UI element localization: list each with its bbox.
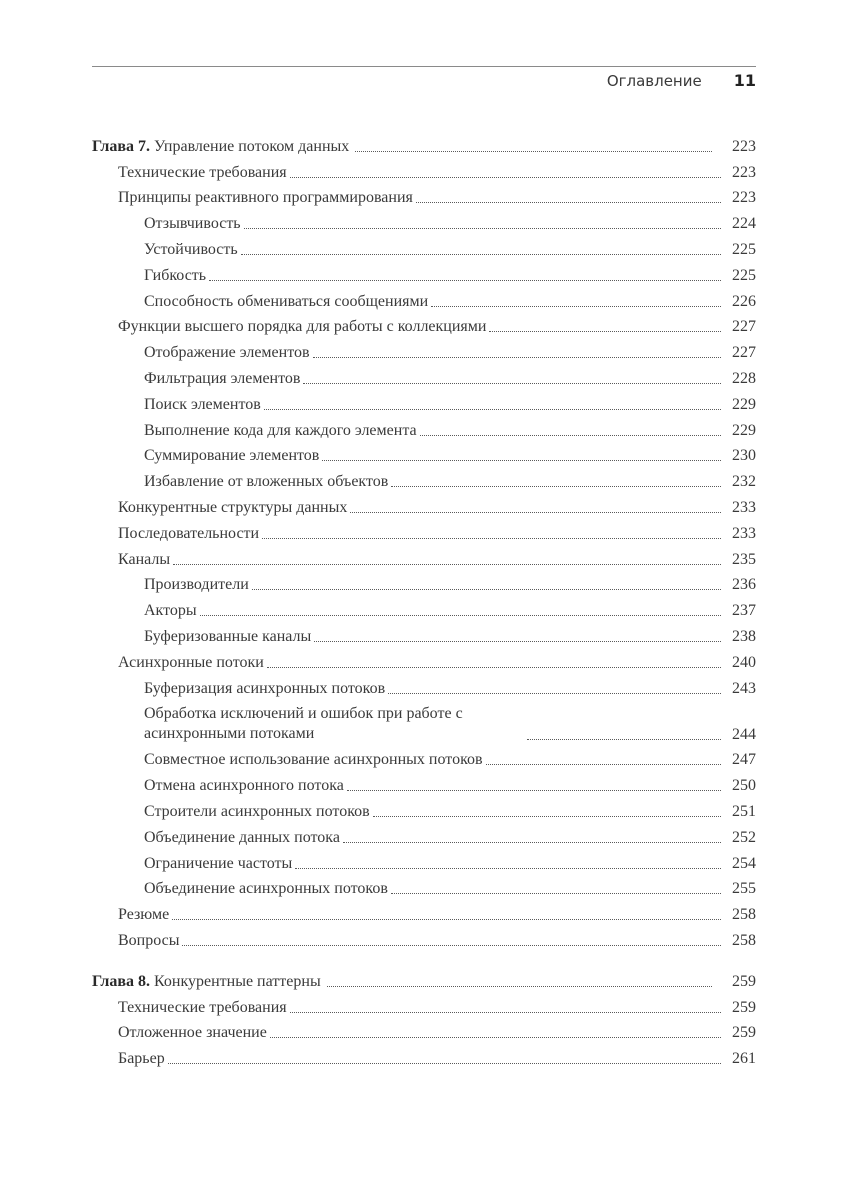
toc-page: 259: [732, 972, 756, 990]
toc-title: Конкурентные структуры данных: [118, 498, 348, 516]
toc-entry[interactable]: [92, 440, 756, 466]
page-number: 11: [733, 71, 756, 90]
toc-page: 229: [732, 421, 756, 439]
toc-page: 254: [732, 854, 756, 872]
toc-page: 225: [732, 266, 756, 284]
dot-leader: [290, 177, 721, 178]
toc-title: Принципы реактивного программирования: [118, 189, 413, 207]
toc-title: Акторы: [144, 602, 197, 620]
toc-title: Отмена асинхронного потока: [144, 777, 344, 795]
header-rule: [92, 66, 756, 67]
toc-page: 251: [732, 802, 756, 820]
toc-entry[interactable]: [92, 517, 756, 543]
dot-leader: [262, 538, 721, 539]
toc-page: 255: [732, 880, 756, 898]
toc-entry[interactable]: [92, 182, 756, 208]
toc-page: 224: [732, 215, 756, 233]
toc-entry[interactable]: [92, 491, 756, 517]
toc-title: Отображение элементов: [144, 344, 310, 362]
dot-leader: [290, 1012, 721, 1013]
toc-page: 228: [732, 369, 756, 387]
toc-entry[interactable]: [92, 336, 756, 362]
toc-entry[interactable]: [92, 821, 756, 847]
toc-page: 230: [732, 447, 756, 465]
toc-entry[interactable]: [92, 769, 756, 795]
toc-title: Вопросы: [118, 931, 180, 949]
toc-entry[interactable]: [92, 233, 756, 259]
dot-leader: [355, 151, 712, 152]
toc-page: 250: [732, 777, 756, 795]
toc-title: Отзывчивость: [144, 215, 241, 233]
toc-title: Управление потоком данных: [154, 137, 350, 155]
toc-page: 258: [732, 906, 756, 924]
toc-page: 259: [732, 1024, 756, 1042]
toc-title: Выполнение кода для каждого элемента: [144, 421, 417, 439]
chapter-number: Глава 7.: [92, 137, 150, 155]
dot-leader: [489, 331, 721, 332]
toc-title: Каналы: [118, 550, 171, 568]
toc-entry[interactable]: [92, 311, 756, 337]
dot-leader: [241, 254, 721, 255]
running-header: [607, 71, 756, 90]
toc-title: Буферизация асинхронных потоков: [144, 679, 386, 697]
toc-entry[interactable]: [92, 924, 756, 950]
toc-page: 225: [732, 240, 756, 258]
dot-leader: [303, 383, 721, 384]
toc-entry[interactable]: [92, 795, 756, 821]
dot-leader: [172, 919, 721, 920]
toc-page: 227: [732, 344, 756, 362]
dot-leader: [416, 202, 721, 203]
toc-entry[interactable]: [92, 259, 756, 285]
toc-page: 235: [732, 550, 756, 568]
toc-title: Устойчивость: [144, 240, 238, 258]
dot-leader: [486, 764, 721, 765]
toc-title: Избавление от вложенных объектов: [144, 473, 389, 491]
toc-entry[interactable]: [92, 543, 756, 569]
toc-page: 229: [732, 395, 756, 413]
toc-title: Функции высшего порядка для работы с коллекциями: [118, 318, 487, 336]
toc-title: Способность обмениваться сообщениями: [144, 292, 429, 310]
toc-page: 244: [732, 725, 756, 743]
toc-page: 238: [732, 627, 756, 645]
table-of-contents: [92, 130, 756, 1068]
dot-leader: [322, 460, 721, 461]
toc-page: 240: [732, 653, 756, 671]
toc-page: 232: [732, 473, 756, 491]
toc-title: Последовательности: [118, 524, 260, 542]
dot-leader: [270, 1037, 721, 1038]
dot-leader: [267, 667, 721, 668]
toc-page: 261: [732, 1050, 756, 1068]
dot-leader: [313, 357, 721, 358]
dot-leader: [173, 564, 721, 565]
toc-entry[interactable]: [92, 620, 756, 646]
toc-title: Гибкость: [144, 266, 207, 284]
toc-title: Барьер: [118, 1050, 165, 1068]
toc-entry[interactable]: [92, 285, 756, 311]
toc-page: 252: [732, 828, 756, 846]
toc-page: 243: [732, 679, 756, 697]
toc-chapter-7[interactable]: [92, 130, 756, 156]
toc-page: 258: [732, 931, 756, 949]
dot-leader: [200, 615, 721, 616]
dot-leader: [350, 512, 721, 513]
toc-title: Конкурентные паттерны: [154, 972, 321, 990]
toc-page: 223: [732, 163, 756, 181]
toc-entry[interactable]: [92, 672, 756, 698]
toc-page: 237: [732, 602, 756, 620]
dot-leader: [388, 693, 721, 694]
dot-leader: [264, 409, 721, 410]
dot-leader: [295, 868, 721, 869]
toc-title: Резюме: [118, 906, 170, 924]
toc-entry[interactable]: [92, 594, 756, 620]
toc-entry[interactable]: [92, 1042, 756, 1068]
toc-title: Поиск элементов: [144, 395, 261, 413]
toc-entry[interactable]: [92, 698, 756, 744]
toc-entry[interactable]: [92, 1017, 756, 1043]
dot-leader: [182, 945, 721, 946]
toc-title: Технические требования: [118, 998, 287, 1016]
toc-entry[interactable]: [92, 388, 756, 414]
toc-title: Производители: [144, 576, 249, 594]
toc-page: 259: [732, 998, 756, 1016]
toc-entry[interactable]: [92, 414, 756, 440]
toc-page: 247: [732, 751, 756, 769]
dot-leader: [527, 739, 721, 740]
dot-leader: [391, 486, 721, 487]
toc-title: Асинхронные потоки: [118, 653, 264, 671]
dot-leader: [391, 893, 721, 894]
running-header-title: Оглавление: [606, 72, 702, 90]
toc-title: Строители асинхронных потоков: [144, 802, 370, 820]
toc-page: 233: [732, 524, 756, 542]
toc-entry[interactable]: [92, 362, 756, 388]
toc-entry[interactable]: [92, 847, 756, 873]
toc-entry[interactable]: [92, 207, 756, 233]
toc-title: Технические требования: [118, 163, 287, 181]
toc-page: 236: [732, 576, 756, 594]
toc-title: Суммирование элементов: [144, 447, 320, 465]
toc-title: Обработка исключений и ошибок при работе с асинхронными потоками: [144, 704, 463, 742]
toc-chapter-8[interactable]: [92, 965, 756, 991]
dot-leader: [244, 228, 721, 229]
toc-entry[interactable]: [92, 569, 756, 595]
dot-leader: [431, 306, 721, 307]
dot-leader: [314, 641, 721, 642]
toc-page: 226: [732, 292, 756, 310]
toc-title: Ограничение частоты: [144, 854, 293, 872]
chapter-number: Глава 8.: [92, 972, 150, 990]
dot-leader: [347, 790, 721, 791]
toc-entry[interactable]: [92, 646, 756, 672]
toc-page: 223: [732, 189, 756, 207]
toc-page: 227: [732, 318, 756, 336]
dot-leader: [252, 589, 721, 590]
toc-entry[interactable]: [92, 873, 756, 899]
dot-leader: [373, 816, 721, 817]
toc-title: Фильтрация элементов: [144, 369, 301, 387]
dot-leader: [343, 842, 721, 843]
toc-title: Объединение асинхронных потоков: [144, 880, 388, 898]
toc-entry[interactable]: [92, 156, 756, 182]
toc-entry[interactable]: [92, 465, 756, 491]
toc-entry[interactable]: [92, 991, 756, 1017]
toc-title: Буферизованные каналы: [144, 627, 312, 645]
toc-entry[interactable]: [92, 744, 756, 770]
toc-entry[interactable]: [92, 898, 756, 924]
toc-title: Объединение данных потока: [144, 828, 340, 846]
toc-page: 233: [732, 498, 756, 516]
dot-leader: [420, 435, 721, 436]
dot-leader: [209, 280, 721, 281]
dot-leader: [327, 986, 712, 987]
toc-page: 223: [732, 137, 756, 155]
toc-title: Совместное использование асинхронных потоков: [144, 751, 483, 769]
toc-title: Отложенное значение: [118, 1024, 267, 1042]
dot-leader: [168, 1063, 721, 1064]
